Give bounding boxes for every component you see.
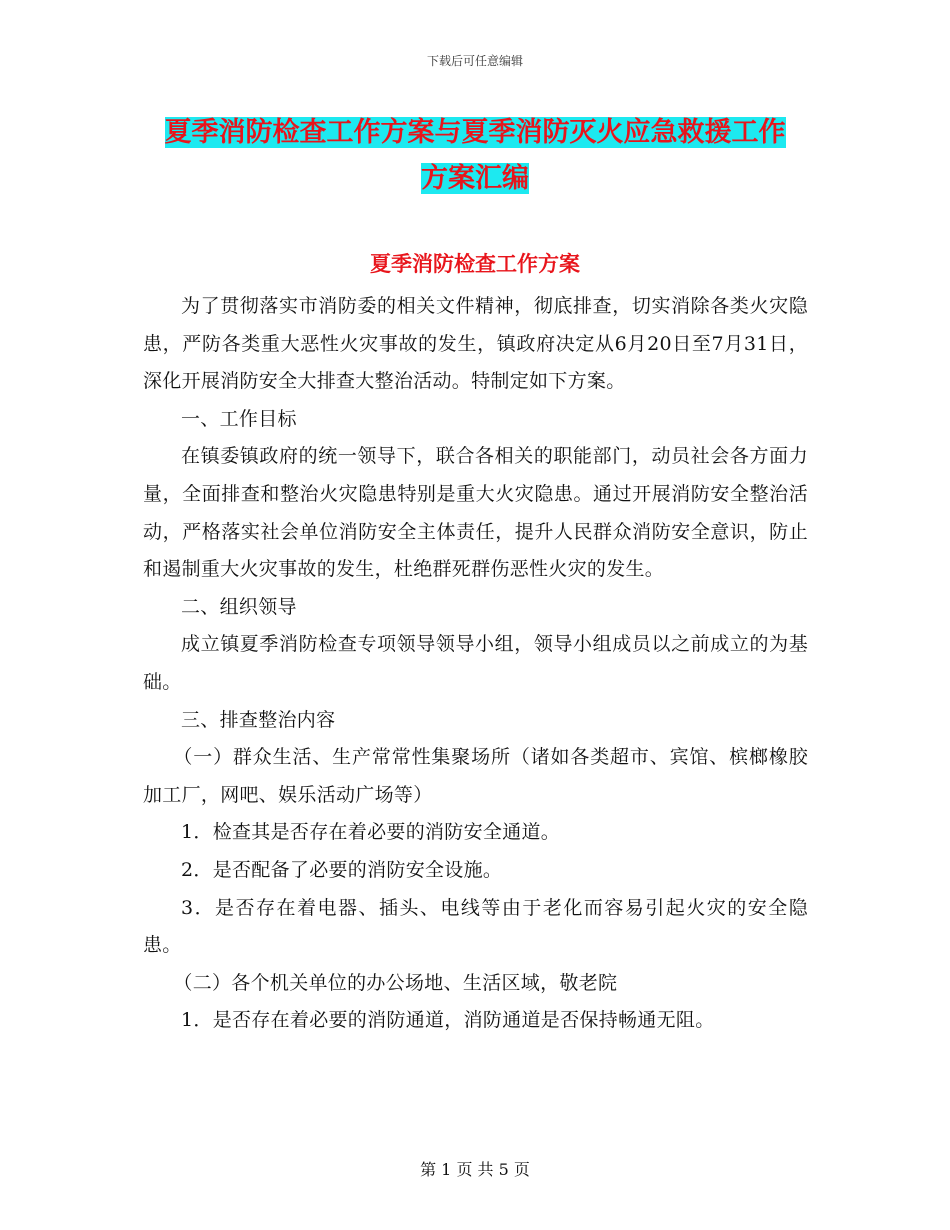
page-footer: 第 1 页 共 5 页 <box>420 1160 530 1179</box>
heading-inspection-content: 三、排查整治内容 <box>181 708 336 731</box>
title-line-2: 方案汇编 <box>421 163 529 194</box>
paragraph-intro: 为了贯彻落实市消防委的相关文件精神，彻底排查，切实消除各类火灾隐患，严防各类重大恶性火灾事故的发生，镇政府决定从6月20日至7月31日，深化开展消防安全大排查大整治活动。特制定如下方案。 <box>143 295 808 393</box>
section-title: 夏季消防检查工作方案 <box>370 252 580 276</box>
document-title <box>140 110 810 202</box>
list-item: 2．是否配备了必要的消防安全设施。 <box>181 858 503 881</box>
list-item: 1．检查其是否存在着必要的消防安全通道。 <box>181 821 561 844</box>
document-body <box>143 288 808 1040</box>
paragraph-goals: 在镇委镇政府的统一领导下，联合各相关的职能部门，动员社会各方面力量，全面排查和整治火灾隐患特别是重大火灾隐患。通过开展消防安全整治活动，严格落实社会单位消防安全主体责任，提升人民群众消防安全意识，防止和遏制重大火灾事故的发生，杜绝群死群伤恶性火灾的发生。 <box>143 445 808 581</box>
subheading-offices: （二）各个机关单位的办公场地、生活区域，敬老院 <box>173 971 618 994</box>
list-item: 3．是否存在着电器、插头、电线等由于老化而容易引起火灾的安全隐患。 <box>143 896 808 957</box>
paragraph-organization: 成立镇夏季消防检查专项领导领导小组，领导小组成员以之前成立的为基础。 <box>143 633 808 693</box>
heading-goals: 一、工作目标 <box>181 407 297 430</box>
title-line-1: 夏季消防检查工作方案与夏季消防灭火应急救援工作 <box>164 117 786 148</box>
header-note: 下载后可任意编辑 <box>426 54 523 68</box>
subheading-public-places: （一）群众生活、生产常常性集聚场所（诸如各类超市、宾馆、槟榔橡胶加工厂，网吧、娱乐活动广场等） <box>143 746 808 806</box>
heading-organization: 二、组织领导 <box>181 595 297 618</box>
list-item: 1．是否存在着必要的消防通道，消防通道是否保持畅通无阻。 <box>181 1009 715 1032</box>
